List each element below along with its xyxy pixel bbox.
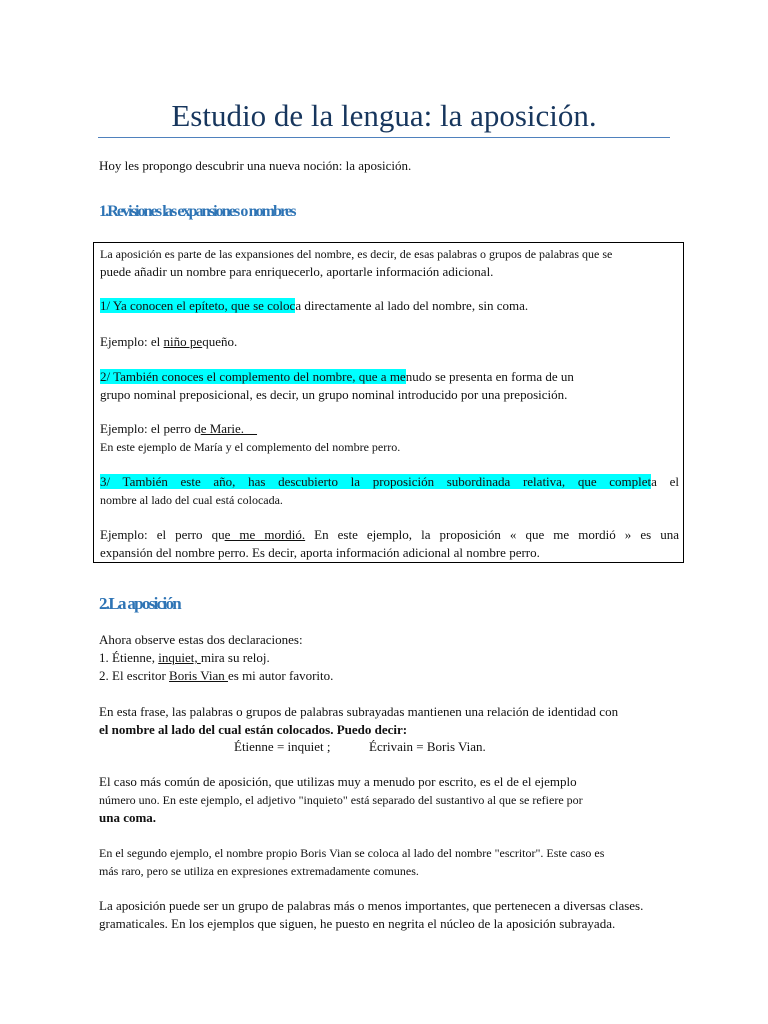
example-2	[100, 420, 257, 438]
page-title: Estudio de la lengua: la aposición.	[171, 98, 597, 133]
box-line: puede añadir un nombre para enriquecerlo, aportarle información adicional.	[100, 264, 494, 279]
box-line: nombre al lado del cual está colocada.	[100, 493, 283, 507]
box-text: Ejemplo: el	[100, 334, 164, 349]
highlighted-text: 3/ También este año, has descubierto la proposición subordinada relativa, que complet	[100, 474, 652, 489]
declaration-2	[99, 667, 333, 685]
complement-paragraph	[100, 368, 574, 386]
relative-paragraph	[100, 473, 679, 491]
box-line: La aposición es parte de las expansiones del nombre, es decir, de esas palabras o grupos de palabras que se	[100, 247, 613, 261]
body-line: más raro, pero se utiliza en expresiones extremadamente comunes.	[99, 864, 419, 878]
body-line-bold: una coma.	[99, 810, 157, 825]
body-text: 1. Étienne,	[99, 650, 159, 665]
box-line: En este ejemplo de María y el complemento del nombre perro.	[100, 440, 401, 454]
box-line: expansión del nombre perro. Es decir, aporta información adicional al nombre perro.	[100, 545, 540, 560]
highlighted-text: 2/ También conoces el complemento del nombre, que a me	[100, 369, 406, 384]
box-text: queño.	[202, 334, 238, 349]
body-line-bold: el nombre al lado del cual están colocados. Puedo decir:	[99, 722, 408, 737]
body-text: es mi autor favorito.	[227, 668, 334, 683]
equation-1: Étienne = inquiet ;	[234, 739, 331, 754]
example-3	[100, 526, 679, 544]
body-line: El caso más común de aposición, que utilizas muy a menudo por escrito, es el de el ejemplo	[99, 774, 577, 789]
box-text: nudo se presenta en forma de un	[405, 369, 574, 384]
expansions-box	[93, 242, 684, 563]
box-text: En este ejemplo, la proposición « que me mordió » es una	[305, 527, 679, 542]
body-text: mira su reloj.	[200, 650, 270, 665]
declaration-1	[99, 649, 270, 667]
title-divider	[98, 137, 670, 138]
section-1-heading: 1.Revisiones las expansiones o nombres	[99, 203, 295, 220]
underlined-text: Boris Vian	[169, 668, 228, 683]
equation-2: Écrivain = Boris Vian.	[369, 739, 486, 754]
body-text: 2. El escritor	[99, 668, 170, 683]
underlined-text: e Marie.	[200, 421, 258, 436]
box-text: a directamente al lado del nombre, sin coma.	[295, 298, 529, 313]
example-1	[100, 333, 237, 351]
body-line: gramaticales. En los ejemplos que siguen, he puesto en negrita el núcleo de la aposición subrayada.	[99, 916, 616, 931]
box-text: a el	[651, 474, 679, 489]
highlighted-text: 1/ Ya conocen el epíteto, que se coloc	[100, 298, 296, 313]
box-text: Ejemplo: el perro d	[100, 421, 201, 436]
epithet-paragraph	[100, 297, 528, 315]
underlined-text: inquiet,	[158, 650, 201, 665]
body-line: En esta frase, las palabras o grupos de palabras subrayadas mantienen una relación de identidad con	[99, 704, 619, 719]
body-line: En el segundo ejemplo, el nombre propio Boris Vian se coloca al lado del nombre "escritor". Este caso es	[99, 846, 605, 860]
box-text: Ejemplo: el perro qu	[100, 527, 225, 542]
underlined-text: e me mordió.	[224, 527, 306, 542]
intro-paragraph: Hoy les propongo descubrir una nueva noción: la aposición.	[99, 158, 412, 173]
observe-line: Ahora observe estas dos declaraciones:	[99, 632, 303, 647]
body-line: La aposición puede ser un grupo de palabras más o menos importantes, que pertenecen a diversas clases.	[99, 898, 644, 913]
underlined-text: niño pe	[163, 334, 203, 349]
section-2-heading: 2.La aposición	[99, 594, 181, 613]
box-line: grupo nominal preposicional, es decir, un grupo nominal introducido por una preposición.	[100, 387, 568, 402]
body-line: número uno. En este ejemplo, el adjetivo "inquieto" está separado del sustantivo al que se refiere por	[99, 793, 583, 807]
